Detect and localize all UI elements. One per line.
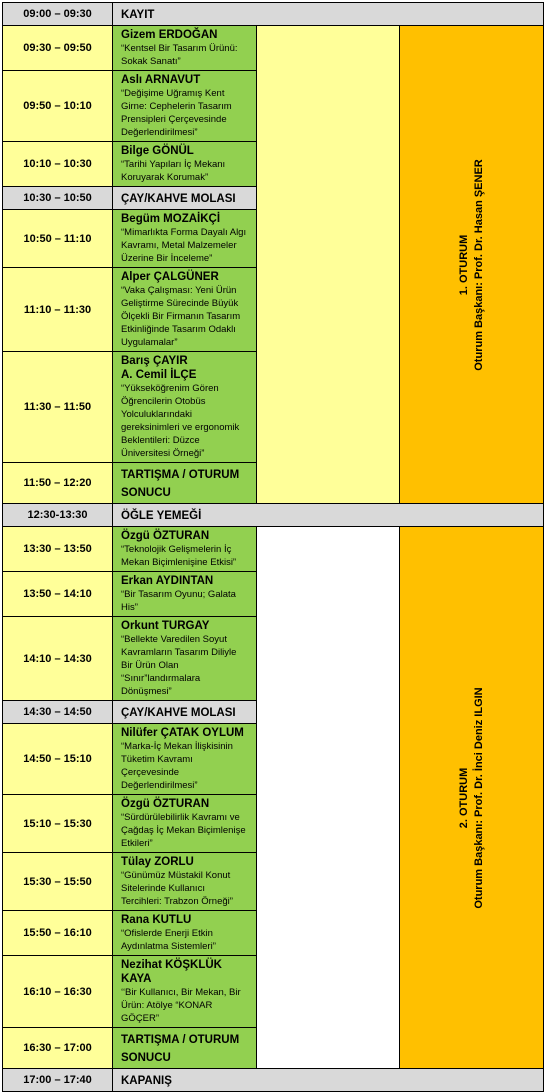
speaker-name: Rana KUTLU bbox=[121, 914, 192, 926]
presentation-title: “Marka-İç Mekan İlişkisinin Tüketim Kavramı Çerçevesinde Değerlendirilmesi” bbox=[121, 741, 233, 791]
presentation-title: “Kentsel Bir Tasarım Ürünü: Sokak Sanatı” bbox=[121, 43, 238, 67]
session-2-chair bbox=[400, 527, 544, 1069]
session-1-chair bbox=[400, 26, 544, 504]
session-gap bbox=[256, 527, 400, 1069]
speaker-name: Aslı ARNAVUT bbox=[121, 74, 201, 86]
presentation-title: “Yükseköğrenim Gören Öğrencilerin Otobüs Yolculuklarındaki gereksinimleri ve ergonomik Beklentileri: Düzce Üniversitesi Örneği” bbox=[121, 383, 240, 459]
presentation-cell bbox=[113, 724, 257, 795]
presentation-cell bbox=[113, 26, 257, 71]
session-1-label: 1. OTURUM Oturum Başkanı: Prof. Dr. Hasan ŞENER bbox=[457, 158, 485, 371]
presentation-title: “Bellekte Varedilen Soyut Kavramların Tasarım Diliyle Bir Ürün Olan “Sınır”landırmalara Dönüşmesi” bbox=[121, 634, 237, 697]
program-label: ÇAY/KAHVE MOLASI bbox=[113, 187, 257, 210]
presentation-cell bbox=[113, 853, 257, 911]
presentation-cell bbox=[113, 210, 257, 268]
program-label: KAPANIŞ bbox=[113, 1069, 544, 1092]
speaker-name: Nezihat KÖŞKLÜK KAYA bbox=[121, 959, 222, 985]
time-cell: 12:30-13:30 bbox=[3, 504, 113, 527]
table-row bbox=[3, 26, 544, 71]
presentation-title: “Tarihi Yapıları İç Mekanı Koruyarak Korumak” bbox=[121, 159, 226, 183]
time-cell: 16:10 – 16:30 bbox=[3, 956, 113, 1028]
speaker-name: Özgü ÖZTURAN bbox=[121, 530, 210, 542]
table-row bbox=[3, 3, 544, 26]
speaker-name: Barış ÇAYIR bbox=[121, 355, 188, 367]
presentation-cell bbox=[113, 911, 257, 956]
presentation-title: “Sürdürülebilirlik Kavramı ve Çağdaş İç Mekan Biçimlenişe Etkileri” bbox=[121, 812, 246, 849]
program-label: TARTIŞMA / OTURUM SONUCU bbox=[113, 463, 257, 504]
time-cell: 13:50 – 14:10 bbox=[3, 572, 113, 617]
program-table bbox=[2, 2, 544, 1092]
presentation-title: “Ofislerde Enerji Etkin Aydınlatma Sistemleri” bbox=[121, 928, 216, 952]
time-cell: 15:30 – 15:50 bbox=[3, 853, 113, 911]
presentation-cell bbox=[113, 795, 257, 853]
speaker-name: Özgü ÖZTURAN bbox=[121, 798, 210, 810]
presentation-cell bbox=[113, 956, 257, 1028]
program-label: KAYIT bbox=[113, 3, 544, 26]
time-cell: 15:50 – 16:10 bbox=[3, 911, 113, 956]
presentation-cell bbox=[113, 572, 257, 617]
time-cell: 15:10 – 15:30 bbox=[3, 795, 113, 853]
time-cell: 11:50 – 12:20 bbox=[3, 463, 113, 504]
speaker-name: Erkan AYDINTAN bbox=[121, 575, 214, 587]
presentation-cell bbox=[113, 617, 257, 701]
time-cell: 09:50 – 10:10 bbox=[3, 71, 113, 142]
presentation-title: ‘‘Bir Kullanıcı, Bir Mekan, Bir Ürün: Atölye “KONAR GÖÇER” bbox=[121, 987, 241, 1024]
presentation-cell bbox=[113, 527, 257, 572]
program-label: TARTIŞMA / OTURUM SONUCU bbox=[113, 1028, 257, 1069]
program-label: ÖĞLE YEMEĞİ bbox=[113, 504, 544, 527]
table-row bbox=[3, 504, 544, 527]
speaker-name-2: A. Cemil İLÇE bbox=[121, 369, 197, 381]
presentation-cell bbox=[113, 352, 257, 463]
time-cell: 13:30 – 13:50 bbox=[3, 527, 113, 572]
presentation-title: “Bir Tasarım Oyunu; Galata His” bbox=[121, 589, 236, 613]
presentation-title: “Mimarlıkta Forma Dayalı Algı Kavramı, Metal Malzemeler Üzerine Bir İnceleme” bbox=[121, 227, 247, 264]
speaker-name: Begüm MOZAİKÇİ bbox=[121, 213, 221, 225]
program-label: ÇAY/KAHVE MOLASI bbox=[113, 701, 257, 724]
speaker-name: Alper ÇALGÜNER bbox=[121, 271, 219, 283]
time-cell: 10:10 – 10:30 bbox=[3, 142, 113, 187]
time-cell: 14:30 – 14:50 bbox=[3, 701, 113, 724]
time-cell: 11:10 – 11:30 bbox=[3, 268, 113, 352]
time-cell: 16:30 – 17:00 bbox=[3, 1028, 113, 1069]
presentation-title: “Değişime Uğramış Kent Girne: Cephelerin Tasarım Prensipleri Çerçevesinde Değerlendirilmesi” bbox=[121, 88, 232, 138]
speaker-name: Nilüfer ÇATAK OYLUM bbox=[121, 727, 244, 739]
presentation-title: “Vaka Çalışması: Yeni Ürün Geliştirme Sürecinde Büyük Ölçekli Bir Firmanın Tasarım Etkinliğinde Tasarım Odaklı Uygulamalar” bbox=[121, 285, 241, 348]
time-cell: 10:30 – 10:50 bbox=[3, 187, 113, 210]
time-cell: 17:00 – 17:40 bbox=[3, 1069, 113, 1092]
table-row bbox=[3, 527, 544, 572]
session-gap bbox=[256, 26, 400, 504]
presentation-cell bbox=[113, 71, 257, 142]
speaker-name: Tülay ZORLU bbox=[121, 856, 194, 868]
session-2-label: 2. OTURUM Oturum Başkanı: Prof. Dr. İnci Deniz ILGIN bbox=[457, 686, 485, 909]
table-row bbox=[3, 1069, 544, 1092]
presentation-title: “Teknolojik Gelişmelerin İç Mekan Biçimlenişine Etkisi” bbox=[121, 544, 237, 568]
presentation-cell bbox=[113, 142, 257, 187]
presentation-cell bbox=[113, 268, 257, 352]
speaker-name: Bilge GÖNÜL bbox=[121, 145, 194, 157]
time-cell: 14:10 – 14:30 bbox=[3, 617, 113, 701]
speaker-name: Orkunt TURGAY bbox=[121, 620, 210, 632]
time-cell: 11:30 – 11:50 bbox=[3, 352, 113, 463]
time-cell: 14:50 – 15:10 bbox=[3, 724, 113, 795]
time-cell: 10:50 – 11:10 bbox=[3, 210, 113, 268]
presentation-title: “Günümüz Müstakil Konut Sitelerinde Kullanıcı Tercihleri: Trabzon Örneği” bbox=[121, 870, 233, 907]
time-cell: 09:30 – 09:50 bbox=[3, 26, 113, 71]
speaker-name: Gizem ERDOĞAN bbox=[121, 29, 218, 41]
time-cell: 09:00 – 09:30 bbox=[3, 3, 113, 26]
